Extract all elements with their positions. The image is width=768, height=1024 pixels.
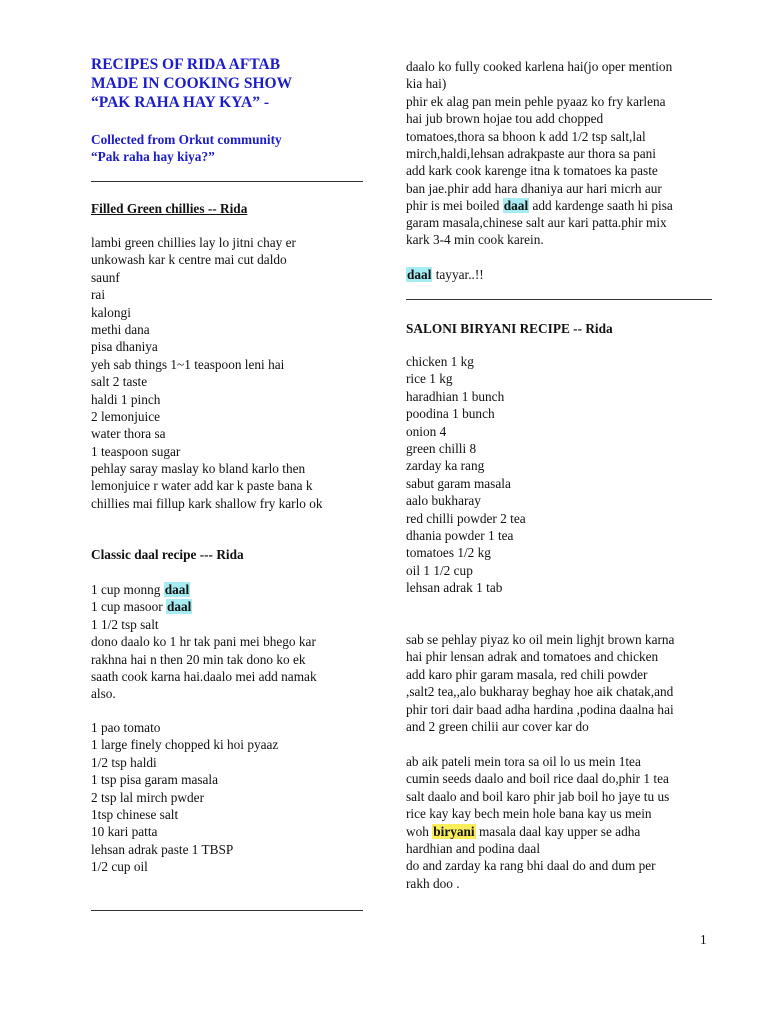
text-line: salt 2 taste: [91, 374, 148, 390]
text-line: poodina 1 bunch: [406, 406, 495, 422]
text-line: pehlay saray maslay ko bland karlo then: [91, 461, 306, 477]
text-line: yeh sab things 1~1 teaspoon leni hai: [91, 356, 285, 372]
text-line: lambi green chillies lay lo jitni chay er: [91, 235, 296, 250]
text-line: oil 1 1/2 cup: [406, 562, 473, 578]
text-line: 1/2 tsp haldi: [91, 754, 157, 770]
text-line: 1 cup masoor daal: [91, 599, 192, 615]
recipe-ingredients-classic-daal-2: [91, 719, 278, 876]
text-line: kalongi: [91, 304, 131, 320]
text-line: unkowash kar k centre mai cut daldo: [91, 252, 287, 268]
text-line: 1 tsp pisa garam masala: [91, 772, 219, 788]
text-line: lehsan adrak 1 tab: [406, 580, 503, 596]
text-line: 1 large finely chopped ki hoi pyaaz: [91, 737, 279, 753]
text-line: rice 1 kg: [406, 371, 453, 387]
text-line: aalo bukharay: [406, 493, 481, 509]
text-line: rakhna hai n then 20 min tak dono ko ek: [91, 651, 306, 667]
text-line: kia hai): [406, 76, 447, 92]
recipe-steps-saloni-biryani-1: [406, 631, 674, 735]
text-line: 10 kari patta: [91, 824, 158, 840]
text-line: garam masala,chinese salt aur kari patta.phir mix: [406, 215, 667, 230]
text-line: 1/2 cup oil: [91, 859, 148, 875]
text-line: also.: [91, 686, 116, 702]
highlighted-word: daal: [407, 267, 432, 282]
text-line: 1 pao tomato: [91, 720, 161, 735]
text-line: phir tori dair baad adha hardina ,podina daalna hai: [406, 701, 674, 717]
text-line: hai phir lensan adrak and tomatoes and chicken: [406, 649, 659, 665]
text-line: saunf: [91, 269, 120, 285]
recipe-steps-biryani-highlight-line: [406, 823, 640, 840]
text-line: dhania powder 1 tea: [406, 527, 514, 543]
page-number: 1: [700, 932, 707, 947]
text-line: ,salt2 tea,,alo bukharay beghay hoe aik chatak,and: [406, 684, 674, 700]
text-line: daal tayyar..!!: [407, 267, 484, 282]
text-line: tomatoes,thora sa bhoon k add 1/2 tsp salt,lal: [406, 128, 646, 144]
recipe-heading-saloni-biryani: SALONI BIRYANI RECIPE -- Rida: [406, 321, 613, 336]
recipe-ingredients-classic-daal: [91, 581, 317, 703]
text-line: hardhian and podina daal: [406, 841, 541, 856]
text-line: hai jub brown hojae tou add chopped: [406, 111, 604, 127]
highlighted-word: biryani: [433, 824, 475, 839]
document-subtitle: Collected from Orkut community “Pak raha hay kiya?”: [91, 132, 282, 164]
text-line: sab se pehlay piyaz ko oil mein lighjt brown karna: [406, 632, 675, 647]
recipe-body-daal-highlight-line: [406, 197, 673, 214]
recipe-body-daal-continued: [406, 58, 672, 197]
text-line: 1 1/2 tsp salt: [91, 616, 159, 632]
text-line: rice kay kay bech mein hole bana kay us mein: [406, 806, 652, 822]
text-line: daalo ko fully cooked karlena hai(jo oper mention: [406, 59, 673, 74]
text-line: do and zarday ka rang bhi daal do and dum per: [406, 858, 656, 874]
text-line: cumin seeds daalo and boil rice daal do,phir 1 tea: [406, 771, 669, 787]
text-line: ab aik pateli mein tora sa oil lo us mein 1tea: [406, 754, 641, 769]
text-line: sabut garam masala: [406, 475, 511, 491]
text-line: 1 teaspoon sugar: [91, 443, 181, 459]
text-line: green chilli 8: [406, 440, 477, 456]
text-line: tomatoes 1/2 kg: [406, 545, 491, 561]
text-line: woh biryani masala daal kay upper se adha: [406, 824, 641, 839]
text-line: methi dana: [91, 321, 150, 337]
recipe-steps-saloni-biryani-3: [406, 840, 656, 892]
document-title: RECIPES OF RIDA AFTAB MADE IN COOKING SHOW “PAK RAHA HAY KYA” -: [91, 56, 293, 111]
text-line: chillies mai fillup kark shallow fry karlo ok: [91, 495, 323, 511]
highlighted-word: daal: [503, 198, 529, 213]
text-line: lehsan adrak paste 1 TBSP: [91, 841, 234, 857]
text-line: dono daalo ko 1 hr tak pani mei bhego kar: [91, 634, 316, 650]
text-line: pisa dhaniya: [91, 339, 158, 355]
text-line: 1tsp chinese salt: [91, 806, 179, 822]
recipe-heading-classic-daal: Classic daal recipe --- Rida: [91, 547, 244, 562]
highlighted-word: daal: [166, 599, 192, 615]
text-line: add kark cook karenge itna k tomatoes ka paste: [406, 163, 658, 179]
text-line: and 2 green chilii aur cover kar do: [406, 718, 589, 734]
text-line: water thora sa: [91, 426, 166, 442]
recipe-body-filled-chillies: [91, 234, 323, 512]
daal-done-line: [406, 266, 484, 283]
highlighted-word: daal: [164, 582, 190, 597]
text-line: phir ek alag pan mein pehle pyaaz ko fry karlena: [406, 93, 666, 109]
text-line: haldi 1 pinch: [91, 391, 161, 407]
recipe-ingredients-saloni-biryani: [406, 353, 526, 596]
text-line: salt daalo and boil karo phir jab boil ho jaye tu us: [406, 788, 670, 804]
text-line: red chilli powder 2 tea: [406, 510, 526, 526]
text-line: kark 3-4 min cook karein.: [406, 232, 544, 248]
recipe-steps-saloni-biryani-2: [406, 753, 669, 823]
text-line: 2 lemonjuice: [91, 408, 161, 424]
text-line: phir is mei boiled daal add kardenge saath hi pisa: [406, 198, 673, 213]
text-line: 2 tsp lal mirch pwder: [91, 789, 204, 805]
text-line: mirch,haldi,lehsan adrakpaste aur thora sa pani: [406, 145, 656, 161]
text-line: ban jae.phir add hara dhaniya aur hari micrh aur: [406, 180, 662, 196]
text-line: rakh doo .: [406, 875, 460, 891]
divider-rule: [91, 181, 363, 182]
divider-rule: [406, 299, 712, 300]
text-line: onion 4: [406, 423, 447, 439]
text-line: chicken 1 kg: [406, 354, 474, 369]
recipe-heading-filled-chillies: Filled Green chillies -- Rida: [91, 201, 248, 216]
text-line: add karo phir garam masala, red chili powder: [406, 666, 648, 682]
text-line: zarday ka rang: [406, 458, 485, 474]
text-line: haradhian 1 bunch: [406, 388, 505, 404]
recipe-body-daal-continued-2: [406, 214, 667, 249]
divider-rule: [91, 910, 363, 911]
text-line: lemonjuice r water add kar k paste bana k: [91, 478, 313, 494]
text-line: 1 cup monng daal: [91, 582, 190, 597]
text-line: saath cook karna hai.daalo mei add namak: [91, 668, 317, 684]
text-line: rai: [91, 287, 106, 303]
